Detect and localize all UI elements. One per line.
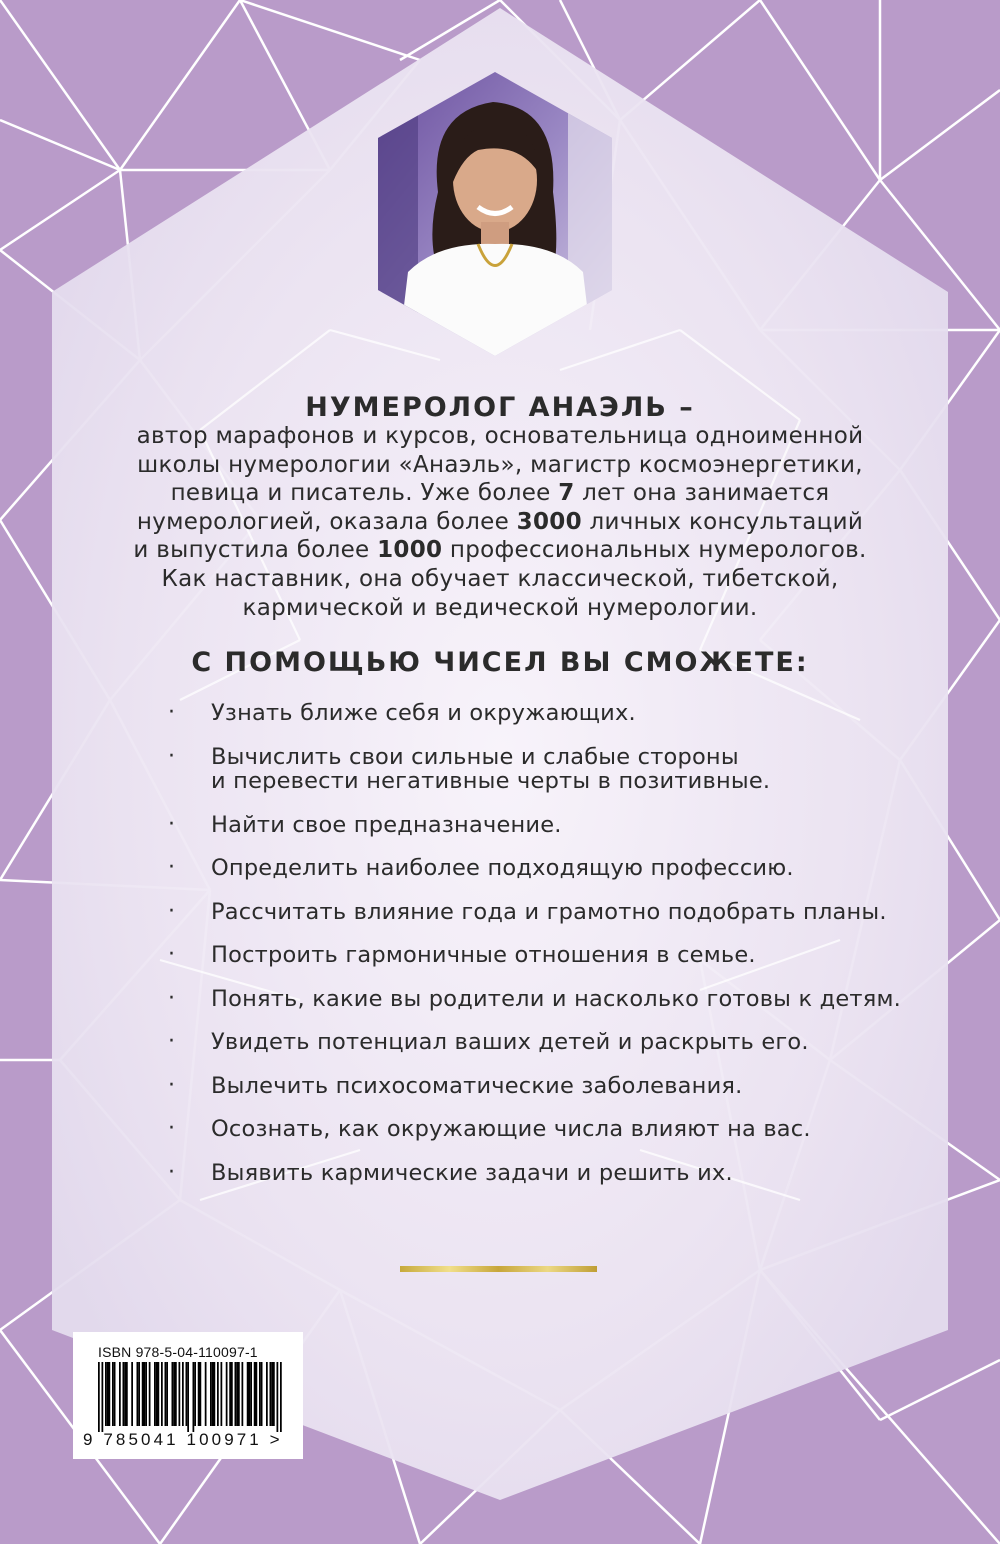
benefit-text: Вылечить психосоматические заболевания. (211, 1072, 743, 1099)
benefit-text: и перевести негативные черты в позитивные. (211, 767, 771, 794)
bullet-icon: · (168, 1116, 176, 1141)
bio-number: 1000 (377, 537, 443, 564)
benefit-item (160, 943, 940, 967)
benefit-item (160, 1030, 940, 1054)
benefits-heading: С ПОМОЩЬЮ ЧИСЕЛ ВЫ СМОЖЕТЕ: (191, 647, 809, 678)
benefit-text: Выявить кармические задачи и решить их. (211, 1159, 733, 1186)
bio-number: 7 (558, 480, 575, 507)
benefits-list (160, 701, 940, 1204)
benefit-item (160, 745, 940, 793)
benefit-text: Найти свое предназначение. (211, 811, 562, 838)
benefit-text: Построить гармоничные отношения в семье. (211, 942, 756, 968)
bullet-icon: · (168, 942, 176, 967)
benefit-text: Вычислить свои сильные и слабые стороны (211, 743, 739, 770)
benefit-text: Понять, какие вы родители и насколько готовы к детям. (211, 985, 901, 1012)
benefit-text: Рассчитать влияние года и грамотно подобрать планы. (211, 898, 887, 925)
bullet-icon: · (168, 985, 176, 1011)
benefit-item (160, 813, 940, 837)
benefit-item (160, 987, 940, 1011)
bullet-icon: · (168, 855, 176, 880)
barcode-icon (98, 1362, 284, 1432)
benefit-item (160, 1161, 940, 1185)
bullet-icon: · (168, 1072, 176, 1098)
benefit-item (160, 1074, 940, 1098)
benefit-item (160, 1117, 940, 1141)
author-photo (378, 72, 612, 356)
benefit-text: Осознать, как окружающие числа влияют на вас. (211, 1116, 811, 1142)
bullet-icon: · (168, 811, 176, 837)
benefit-item (160, 900, 940, 924)
benefit-text: Увидеть потенциал ваших детей и раскрыть его. (211, 1029, 809, 1055)
benefit-text: Узнать ближе себя и окружающих. (211, 700, 636, 726)
benefit-item (160, 856, 940, 880)
isbn-label: ISBN 978-5-04-110097-1 (98, 1344, 258, 1360)
bullet-icon: · (168, 1159, 176, 1185)
bio-number: 3000 (516, 508, 582, 535)
benefit-item (160, 701, 940, 725)
bullet-icon: · (168, 743, 176, 769)
author-title: НУМЕРОЛОГ АНАЭЛЬ – (305, 392, 695, 423)
bullet-icon: · (168, 1029, 176, 1054)
bullet-icon: · (168, 700, 176, 725)
barcode-digits: 9 785041 100971 > (83, 1430, 283, 1449)
benefit-text: Определить наиболее подходящую профессию. (211, 855, 794, 881)
bullet-icon: · (168, 898, 176, 924)
gold-divider (400, 1266, 597, 1272)
author-bio: автор марафонов и курсов, основательница одноименной школы нумерологии «Анаэль», магистр космоэнергетики, певица и писатель. Уже более 7 лет она занимается нумерологией, оказала более 3000 личных консультаций и выпустила более 1000 профессиональных нумерологов. Как наставник, она обучает классической, тибетской, кармической и ведической нумерологии. (133, 423, 867, 621)
